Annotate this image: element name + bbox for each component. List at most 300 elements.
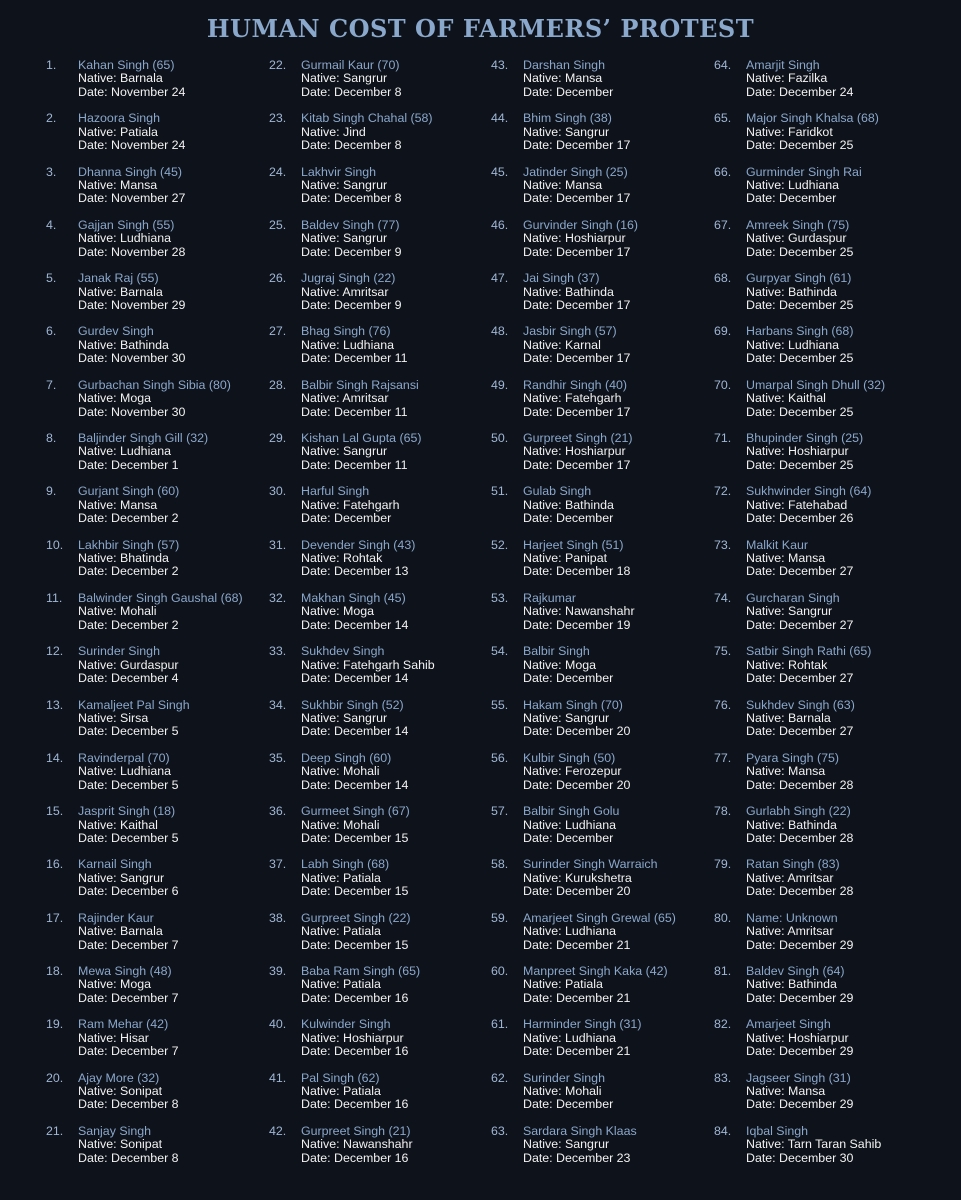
entry-name: Balbir Singh Rajsansi <box>301 377 419 392</box>
entry-native: Native: Fatehgarh Sahib <box>301 657 435 672</box>
column-3 <box>491 59 721 1178</box>
list-item <box>714 219 944 272</box>
entry-name: Gurmeet Singh (67) <box>301 804 410 819</box>
list-item <box>269 166 499 219</box>
entry-date: Date: December 5 <box>78 724 179 739</box>
entry-native: Native: Sangrur <box>301 71 388 86</box>
entry-name: Bhim Singh (38) <box>523 111 612 126</box>
entry-native: Native: Rohtak <box>301 551 383 566</box>
list-item <box>46 645 276 698</box>
list-item <box>714 805 944 858</box>
list-item <box>714 858 944 911</box>
list-item <box>269 379 499 432</box>
entry-date: Date: December <box>523 84 614 99</box>
list-item <box>714 485 944 538</box>
entry-native: Native: Mansa <box>78 177 158 192</box>
list-item <box>269 645 499 698</box>
entry-date: Date: December 16 <box>301 1097 409 1112</box>
entry-number: 73. <box>714 537 732 552</box>
entry-number: 49. <box>491 377 509 392</box>
entry-number: 47. <box>491 271 509 286</box>
entry-name: Sukhwinder Singh (64) <box>746 484 872 499</box>
list-item <box>46 699 276 752</box>
entry-number: 33. <box>269 644 287 659</box>
entry-native: Native: Amritsar <box>746 924 834 939</box>
list-item <box>491 539 721 592</box>
list-item <box>46 592 276 645</box>
list-item <box>491 485 721 538</box>
entry-number: 3. <box>46 164 57 179</box>
entry-native: Native: Sonipat <box>78 1137 163 1152</box>
entry-native: Native: Sonipat <box>78 1084 163 1099</box>
list-item <box>269 432 499 485</box>
entry-name: Randhir Singh (40) <box>523 377 628 392</box>
entry-date: Date: December 17 <box>523 297 631 312</box>
entry-name: Kulbir Singh (50) <box>523 750 616 765</box>
list-item <box>46 539 276 592</box>
entry-date: Date: December 17 <box>523 244 631 259</box>
list-item <box>46 379 276 432</box>
entry-name: Hakam Singh (70) <box>523 697 623 712</box>
entry-date: Date: December 25 <box>746 404 854 419</box>
list-item <box>714 166 944 219</box>
entry-native: Native: Barnala <box>78 284 163 299</box>
list-item <box>714 645 944 698</box>
entry-date: Date: November 24 <box>78 84 186 99</box>
entry-native: Native: Sangrur <box>301 177 388 192</box>
entry-native: Native: Bathinda <box>746 817 837 832</box>
entry-number: 5. <box>46 271 57 286</box>
entry-number: 41. <box>269 1070 287 1085</box>
entry-date: Date: December 8 <box>301 191 402 206</box>
entry-date: Date: December 16 <box>301 1044 409 1059</box>
entry-number: 72. <box>714 484 732 499</box>
entry-native: Native: Kaithal <box>78 817 158 832</box>
entry-native: Native: Gurdaspur <box>746 231 847 246</box>
entry-date: Date: December 1 <box>78 457 179 472</box>
entry-native: Native: Nawanshahr <box>301 1137 413 1152</box>
entry-number: 34. <box>269 697 287 712</box>
entry-date: Date: December 11 <box>301 404 408 419</box>
entry-name: Ajay More (32) <box>78 1070 160 1085</box>
list-item <box>714 965 944 1018</box>
entry-name: Balbir Singh <box>523 644 590 659</box>
entry-number: 80. <box>714 910 732 925</box>
list-item <box>714 272 944 325</box>
entry-date: Date: December 14 <box>301 671 409 686</box>
entry-native: Native: Ludhiana <box>301 337 394 352</box>
entry-date: Date: November 30 <box>78 351 186 366</box>
list-item <box>46 59 276 112</box>
entry-number: 50. <box>491 431 509 446</box>
page-title: HUMAN COST OF FARMERS’ PROTEST <box>206 14 755 43</box>
entry-native: Native: Panipat <box>523 551 608 566</box>
entry-number: 55. <box>491 697 509 712</box>
entry-name: Surinder Singh <box>523 1070 605 1085</box>
list-item <box>491 645 721 698</box>
entry-name: Kahan Singh (65) <box>78 58 175 72</box>
entry-number: 84. <box>714 1123 732 1138</box>
list-item <box>46 1072 276 1125</box>
entry-date: Date: December 27 <box>746 564 854 579</box>
entry-number: 29. <box>269 431 287 446</box>
list-item <box>491 112 721 165</box>
entry-number: 61. <box>491 1017 509 1032</box>
entry-date: Date: December 11 <box>301 457 408 472</box>
entry-name: Ram Mehar (42) <box>78 1017 169 1032</box>
entry-number: 54. <box>491 644 509 659</box>
entry-name: Deep Singh (60) <box>301 750 392 765</box>
entry-number: 32. <box>269 590 287 605</box>
entry-native: Native: Ludhiana <box>523 1030 616 1045</box>
entry-number: 69. <box>714 324 732 339</box>
entry-name: Dhanna Singh (45) <box>78 164 183 179</box>
entry-name: Ratan Singh (83) <box>746 857 840 872</box>
entry-date: Date: December 21 <box>523 937 631 952</box>
entry-native: Native: Fatehgarh <box>301 497 400 512</box>
entry-date: Date: December 16 <box>301 1150 409 1165</box>
entry-number: 56. <box>491 750 509 765</box>
entry-date: Date: December 15 <box>301 884 409 899</box>
entry-date: Date: December <box>301 511 392 526</box>
entry-date: Date: December 28 <box>746 884 854 899</box>
entry-native: Native: Bathinda <box>78 337 169 352</box>
entry-number: 52. <box>491 537 509 552</box>
entry-native: Native: Mohali <box>78 604 157 619</box>
entry-date: Date: December 28 <box>746 777 854 792</box>
list-item <box>714 1072 944 1125</box>
list-item <box>269 1018 499 1071</box>
entry-native: Native: Patiala <box>301 924 381 939</box>
entry-name: Satbir Singh Rathi (65) <box>746 644 872 659</box>
entry-number: 30. <box>269 484 287 499</box>
entry-date: Date: December 8 <box>301 138 402 153</box>
entry-name: Sardara Singh Klaas <box>523 1123 637 1138</box>
entry-name: Gurjant Singh (60) <box>78 484 180 499</box>
entry-date: Date: December 5 <box>78 830 179 845</box>
entry-name: Pal Singh (62) <box>301 1070 380 1085</box>
entry-native: Native: Barnala <box>746 710 831 725</box>
entry-date: Date: December 8 <box>78 1150 179 1165</box>
entry-date: Date: December <box>523 511 614 526</box>
entry-native: Native: Ludhiana <box>523 924 616 939</box>
entry-name: Amarjeet Singh <box>746 1017 831 1032</box>
entry-name: Amreek Singh (75) <box>746 217 850 232</box>
entry-date: Date: December 27 <box>746 617 854 632</box>
entry-number: 66. <box>714 164 732 179</box>
list-item <box>714 432 944 485</box>
entry-number: 35. <box>269 750 287 765</box>
list-item <box>46 858 276 911</box>
entry-name: Sukhbir Singh (52) <box>301 697 404 712</box>
entry-native: Native: Bhatinda <box>78 551 169 566</box>
entry-native: Native: Amritsar <box>746 870 834 885</box>
entry-number: 25. <box>269 217 287 232</box>
entry-number: 23. <box>269 111 287 126</box>
entry-date: Date: December 15 <box>301 830 409 845</box>
list-item <box>491 965 721 1018</box>
list-item <box>714 325 944 378</box>
list-item <box>491 325 721 378</box>
entry-date: Date: December 25 <box>746 297 854 312</box>
entry-number: 12. <box>46 644 64 659</box>
entry-name: Gurcharan Singh <box>746 590 840 605</box>
list-item <box>269 752 499 805</box>
list-item <box>269 858 499 911</box>
entry-name: Jai Singh (37) <box>523 271 600 286</box>
entry-date: Date: December 25 <box>746 138 854 153</box>
list-item <box>491 912 721 965</box>
entry-name: Balbir Singh Golu <box>523 804 620 819</box>
list-item <box>714 539 944 592</box>
entry-name: Harful Singh <box>301 484 370 499</box>
entry-native: Native: Sangrur <box>523 1137 610 1152</box>
entry-number: 31. <box>269 537 287 552</box>
entry-date: Date: December 15 <box>301 937 409 952</box>
entry-number: 77. <box>714 750 732 765</box>
entry-native: Native: Sangrur <box>301 231 388 246</box>
entry-name: Kamaljeet Pal Singh <box>78 697 190 712</box>
entry-native: Native: Rohtak <box>746 657 828 672</box>
entry-native: Native: Sangrur <box>523 124 610 139</box>
entry-native: Native: Bathinda <box>523 284 614 299</box>
entry-date: Date: November 29 <box>78 297 186 312</box>
entry-number: 48. <box>491 324 509 339</box>
entry-number: 8. <box>46 431 57 446</box>
list-item <box>491 219 721 272</box>
entry-native: Native: Sirsa <box>78 710 149 725</box>
list-item <box>269 805 499 858</box>
entry-number: 6. <box>46 324 57 339</box>
entry-name: Gurminder Singh Rai <box>746 164 862 179</box>
entry-name: Rajkumar <box>523 590 577 605</box>
list-item <box>46 112 276 165</box>
entry-name: Amarjeet Singh Grewal (65) <box>523 910 676 925</box>
entry-native: Native: Bathinda <box>523 497 614 512</box>
entry-name: Gurdev Singh <box>78 324 154 339</box>
entry-native: Native: Fatehabad <box>746 497 848 512</box>
list-item <box>269 592 499 645</box>
entry-date: Date: December 25 <box>746 351 854 366</box>
list-item <box>491 1072 721 1125</box>
entry-date: Date: December 17 <box>523 138 631 153</box>
entry-name: Harminder Singh (31) <box>523 1017 642 1032</box>
entry-native: Native: Patiala <box>78 124 158 139</box>
entry-native: Native: Moga <box>78 977 152 992</box>
entry-name: Gurpyar Singh (61) <box>746 271 852 286</box>
entry-name: Kishan Lal Gupta (65) <box>301 431 422 446</box>
entry-number: 71. <box>714 431 732 446</box>
entry-native: Native: Sangrur <box>301 444 388 459</box>
entry-number: 64. <box>714 58 732 72</box>
entry-name: Ravinderpal (70) <box>78 750 170 765</box>
entry-native: Native: Patiala <box>523 977 603 992</box>
entry-number: 44. <box>491 111 509 126</box>
entry-native: Native: Patiala <box>301 1084 381 1099</box>
entry-name: Jagseer Singh (31) <box>746 1070 851 1085</box>
list-item <box>714 379 944 432</box>
entry-name: Kitab Singh Chahal (58) <box>301 111 433 126</box>
entry-date: Date: December 6 <box>78 884 179 899</box>
list-item <box>269 485 499 538</box>
entry-native: Native: Nawanshahr <box>523 604 635 619</box>
entry-date: Date: November 24 <box>78 138 186 153</box>
entry-date: Date: December 7 <box>78 1044 179 1059</box>
entry-native: Native: Ludhiana <box>746 177 839 192</box>
list-item <box>46 485 276 538</box>
entry-name: Umarpal Singh Dhull (32) <box>746 377 886 392</box>
entry-date: Date: December 20 <box>523 884 631 899</box>
entry-date: Date: December 21 <box>523 990 631 1005</box>
entry-number: 11. <box>46 590 63 605</box>
list-item <box>714 112 944 165</box>
entry-name: Baldev Singh (64) <box>746 964 845 979</box>
entry-number: 17. <box>46 910 64 925</box>
entry-native: Native: Mohali <box>301 817 380 832</box>
entry-native: Native: Gurdaspur <box>78 657 179 672</box>
entry-date: Date: December <box>523 830 614 845</box>
entry-date: Date: December 14 <box>301 724 409 739</box>
entry-name: Major Singh Khalsa (68) <box>746 111 879 126</box>
entry-date: Date: December 5 <box>78 777 179 792</box>
entry-date: Date: December 23 <box>523 1150 631 1165</box>
entry-number: 68. <box>714 271 732 286</box>
entry-date: Date: December 29 <box>746 1044 854 1059</box>
entry-name: Harjeet Singh (51) <box>523 537 624 552</box>
entry-name: Gurpreet Singh (21) <box>523 431 633 446</box>
entry-date: Date: November 30 <box>78 404 186 419</box>
entry-date: Date: December 17 <box>523 457 631 472</box>
entry-name: Gurvinder Singh (16) <box>523 217 639 232</box>
list-item <box>46 965 276 1018</box>
list-item <box>46 912 276 965</box>
entry-number: 2. <box>46 111 57 126</box>
list-item <box>491 432 721 485</box>
entry-name: Gurlabh Singh (22) <box>746 804 851 819</box>
list-item <box>714 699 944 752</box>
entry-name: Jatinder Singh (25) <box>523 164 628 179</box>
entry-native: Native: Moga <box>523 657 597 672</box>
entry-number: 4. <box>46 217 57 232</box>
column-2 <box>269 59 499 1178</box>
entry-number: 38. <box>269 910 287 925</box>
entry-name: Sukhdev Singh <box>301 644 385 659</box>
entry-name: Balwinder Singh Gaushal (68) <box>78 590 243 605</box>
entry-native: Native: Ferozepur <box>523 764 622 779</box>
list-item <box>46 166 276 219</box>
entry-date: Date: December 2 <box>78 564 179 579</box>
list-item <box>46 432 276 485</box>
list-item <box>46 805 276 858</box>
entry-number: 60. <box>491 964 509 979</box>
list-item <box>491 858 721 911</box>
entry-native: Native: Mohali <box>301 764 380 779</box>
entry-date: Date: December <box>746 191 837 206</box>
list-item <box>491 1018 721 1071</box>
entry-name: Devender Singh (43) <box>301 537 416 552</box>
entry-number: 10. <box>46 537 64 552</box>
entry-name: Darshan Singh <box>523 58 605 72</box>
entry-name: Jasbir Singh (57) <box>523 324 617 339</box>
entry-number: 46. <box>491 217 509 232</box>
entry-number: 1. <box>46 58 57 72</box>
entry-number: 53. <box>491 590 509 605</box>
entry-native: Native: Moga <box>78 391 152 406</box>
entry-name: Iqbal Singh <box>746 1123 809 1138</box>
list-item <box>46 219 276 272</box>
entry-native: Native: Ludhiana <box>523 817 616 832</box>
entry-name: Hazoora Singh <box>78 111 160 126</box>
entry-number: 19. <box>46 1017 64 1032</box>
entry-number: 21. <box>46 1123 64 1138</box>
entry-date: Date: December 9 <box>301 244 402 259</box>
list-item <box>269 219 499 272</box>
entry-name: Manpreet Singh Kaka (42) <box>523 964 668 979</box>
entry-native: Native: Ludhiana <box>78 764 171 779</box>
entry-number: 42. <box>269 1123 287 1138</box>
entry-native: Native: Faridkot <box>746 124 833 139</box>
entry-name: Baldev Singh (77) <box>301 217 400 232</box>
list-item <box>714 592 944 645</box>
entry-native: Native: Sangrur <box>523 710 610 725</box>
entry-date: Date: December 13 <box>301 564 409 579</box>
entry-date: Date: December 21 <box>523 1044 631 1059</box>
entry-native: Native: Barnala <box>78 71 163 86</box>
entry-number: 57. <box>491 804 509 819</box>
entry-native: Native: Ludhiana <box>78 231 171 246</box>
entry-native: Native: Bathinda <box>746 977 837 992</box>
list-item <box>269 59 499 112</box>
entry-date: Date: December 17 <box>523 404 631 419</box>
entry-number: 79. <box>714 857 732 872</box>
list-item <box>491 592 721 645</box>
list-item <box>491 752 721 805</box>
entry-date: Date: December 20 <box>523 777 631 792</box>
list-item <box>269 912 499 965</box>
entry-name: Baljinder Singh Gill (32) <box>78 431 209 446</box>
list-item <box>269 325 499 378</box>
entry-native: Native: Mohali <box>523 1084 602 1099</box>
entry-date: Date: December 9 <box>301 297 402 312</box>
entry-native: Native: Patiala <box>301 870 381 885</box>
entry-native: Native: Fatehgarh <box>523 391 622 406</box>
entry-date: Date: December 18 <box>523 564 631 579</box>
entry-number: 43. <box>491 58 509 72</box>
list-item <box>46 752 276 805</box>
entry-date: Date: December 16 <box>301 990 409 1005</box>
entry-name: Jugraj Singh (22) <box>301 271 396 286</box>
entry-number: 51. <box>491 484 509 499</box>
entry-number: 16. <box>46 857 64 872</box>
list-item <box>491 166 721 219</box>
list-item <box>269 1072 499 1125</box>
entry-native: Native: Amritsar <box>301 391 389 406</box>
entry-number: 63. <box>491 1123 509 1138</box>
entry-name: Gajjan Singh (55) <box>78 217 175 232</box>
list-item <box>46 1018 276 1071</box>
entry-name: Sukhdev Singh (63) <box>746 697 855 712</box>
entry-native: Native: Mansa <box>746 1084 826 1099</box>
entry-number: 18. <box>46 964 64 979</box>
entry-native: Native: Hoshiarpur <box>523 444 626 459</box>
entry-date: Date: December 27 <box>746 724 854 739</box>
list-item <box>269 699 499 752</box>
entry-date: Date: December <box>523 1097 614 1112</box>
column-4 <box>714 59 944 1178</box>
entry-number: 9. <box>46 484 57 499</box>
list-item <box>491 379 721 432</box>
list-item <box>491 699 721 752</box>
